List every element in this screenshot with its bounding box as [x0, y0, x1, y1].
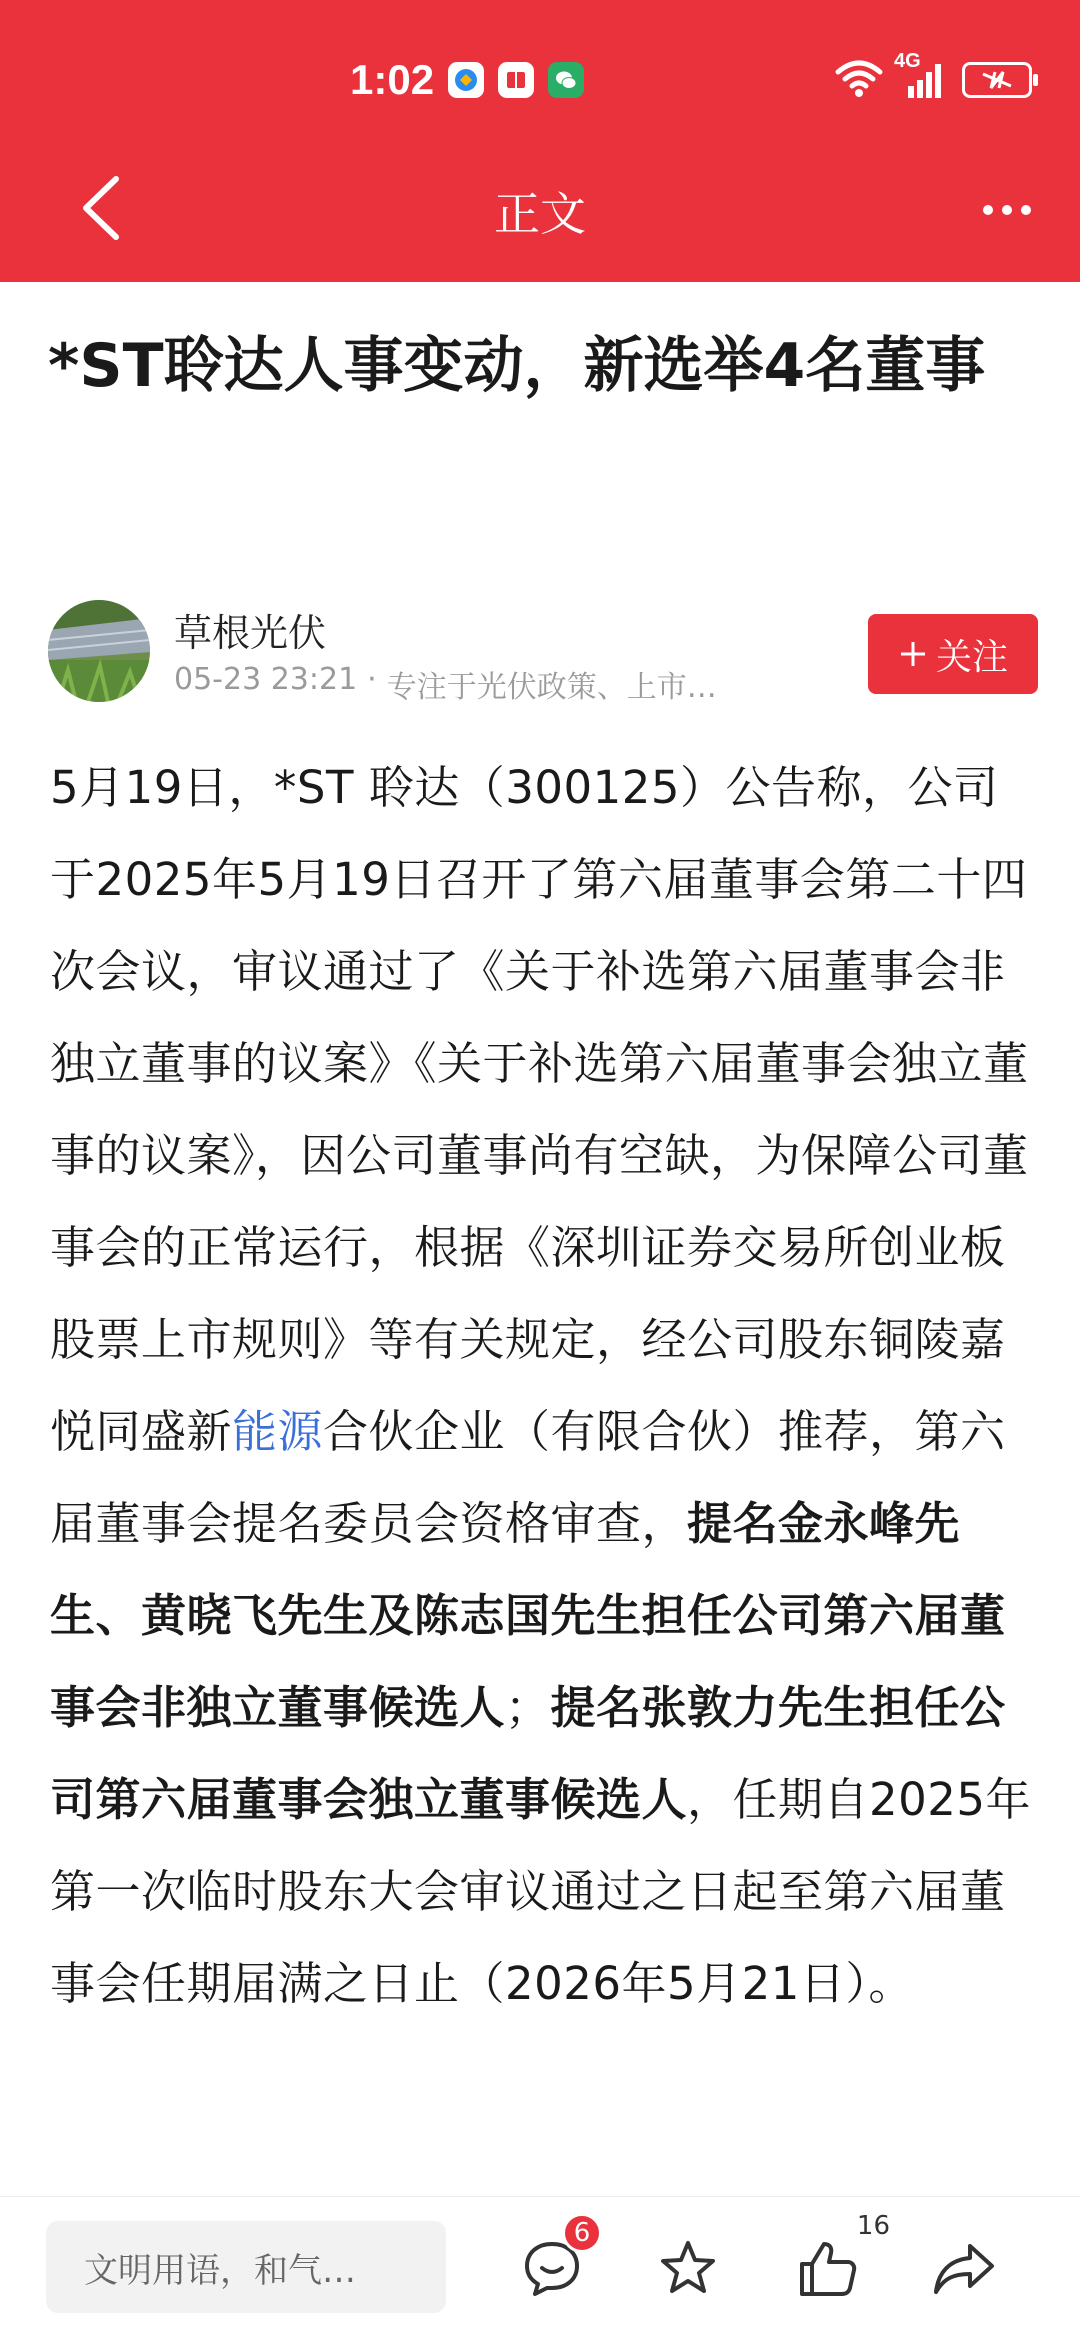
- network-type: 4G: [894, 50, 921, 72]
- nav-bar: [0, 150, 1080, 282]
- app-header: [0, 0, 1080, 282]
- more-dot-icon: [1002, 205, 1012, 215]
- more-options-button[interactable]: [964, 178, 1050, 242]
- body-text: ；: [505, 1681, 551, 1734]
- star-icon: [657, 2238, 719, 2300]
- reader-app-icon: [498, 62, 534, 98]
- article-body: [50, 742, 1040, 2030]
- body-bold-text: 提名张敦力先生担任公司第六届董事会独立董事候选人: [50, 1681, 1006, 1826]
- body-bold-text: 提名金永峰先生、黄晓飞先生及陈志国先生担任公司第六届董事会非独立董事候选人: [50, 1497, 1006, 1734]
- publish-time: 05-23 23:21: [174, 662, 358, 697]
- author-avatar[interactable]: [48, 600, 150, 702]
- author-name[interactable]: 草根光伏: [174, 611, 327, 655]
- like-button[interactable]: [792, 2211, 890, 2305]
- wifi-icon: [834, 58, 884, 102]
- follow-button[interactable]: [868, 614, 1038, 694]
- author-meta: [174, 662, 794, 706]
- favorite-button[interactable]: [652, 2233, 724, 2305]
- status-bar: [0, 0, 1080, 150]
- keyword-link[interactable]: 能源: [232, 1405, 324, 1458]
- follow-label: 关注: [935, 636, 1008, 678]
- author-description: 专注于光伏政策、上市…: [386, 670, 717, 705]
- body-text: 合伙企业（有限合伙）推荐，第六届董事会提名委员会资格审查，: [50, 1405, 1006, 1550]
- plus-icon: [898, 639, 928, 669]
- cellular-signal-icon: [894, 50, 948, 100]
- page-title: 正文: [494, 187, 586, 241]
- like-count: 16: [856, 2211, 890, 2241]
- more-dot-icon: [983, 205, 993, 215]
- status-right: [834, 50, 1032, 106]
- status-time: 1:02: [350, 56, 435, 103]
- wechat-app-icon: [548, 62, 584, 98]
- share-button[interactable]: [928, 2233, 1000, 2305]
- more-dot-icon: [1021, 205, 1031, 215]
- comment-count-badge: 6: [562, 2213, 602, 2253]
- bottom-action-bar: [0, 2196, 1080, 2341]
- author-row: [48, 600, 1038, 710]
- browser-app-icon: [448, 62, 484, 98]
- thumbs-up-icon: [796, 2238, 860, 2300]
- meta-separator: ·: [367, 662, 377, 697]
- share-icon: [932, 2238, 996, 2300]
- battery-icon: [962, 62, 1032, 98]
- body-text: ，任期自2025年第一次临时股东大会审议通过之日起至第六届董事会任期届满之日止（2026年5月21日）。: [50, 1773, 1032, 2010]
- comment-input[interactable]: 文明用语，和气…: [46, 2221, 446, 2313]
- body-text: 5月19日，*ST 聆达（300125）公告称，公司于2025年5月19日召开了第六届董事会第二十四次会议，审议通过了《关于补选第六届董事会非独立董事的议案》《关于补选第六届董事会独立董事的议案》，因公司董事尚有空缺，为保障公司董事会的正常运行，根据《深圳证券交易所创业板股票上市规则》等有关规定，经公司股东铜陵嘉悦同盛新: [50, 761, 1029, 1458]
- status-center: [350, 50, 584, 110]
- article-title: *ST聆达人事变动，新选举4名董事: [48, 331, 986, 401]
- comment-button[interactable]: [516, 2218, 591, 2305]
